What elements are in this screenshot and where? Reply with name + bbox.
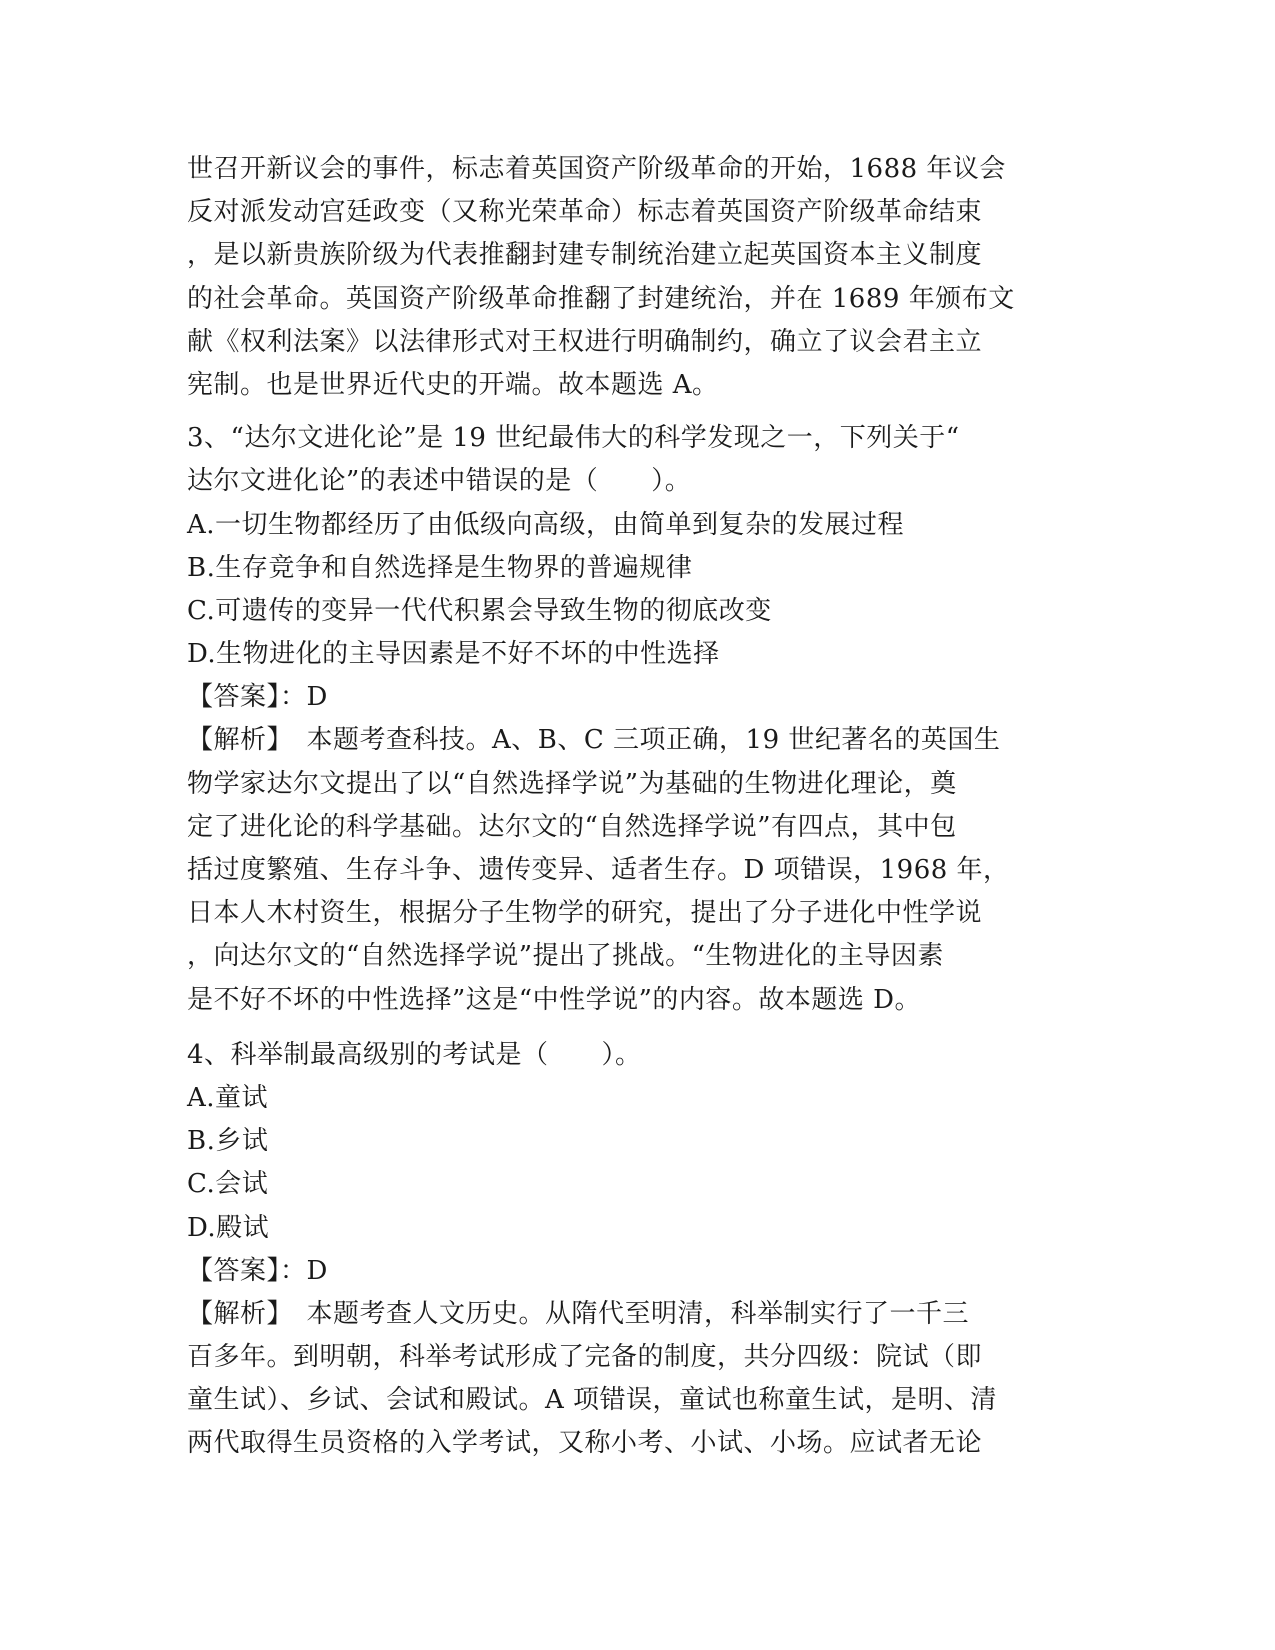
- spacer: [187, 1022, 1087, 1034]
- analysis-line: 【解析】 本题考查科技。A、B、C 三项正确，19 世纪著名的英国生: [187, 725, 1001, 756]
- question-3: [187, 417, 1087, 1022]
- option-a: A.一切生物都经历了由低级向高级，由简单到复杂的发展过程: [187, 509, 905, 540]
- document-page: [187, 148, 1087, 1466]
- question-stem-line: 4、科举制最高级别的考试是（ ）。: [187, 1039, 642, 1070]
- answer-line: 【答案】：D: [187, 1255, 328, 1286]
- analysis-line: 百多年。到明朝，科举考试形成了完备的制度，共分四级：院试（即: [187, 1342, 983, 1373]
- option-d: D.生物进化的主导因素是不好不坏的中性选择: [187, 639, 720, 670]
- text-line: 献《权利法案》以法律形式对王权进行明确制约，确立了议会君主立: [187, 326, 983, 357]
- text-line: 的社会革命。英国资产阶级革命推翻了封建统治，并在 1689 年颁布文: [187, 283, 1015, 314]
- spacer: [187, 407, 1087, 417]
- option-b: B.生存竞争和自然选择是生物界的普遍规律: [187, 552, 693, 583]
- option-a: A.童试: [187, 1082, 269, 1113]
- option-d: D.殿试: [187, 1212, 270, 1243]
- analysis-line: 括过度繁殖、生存斗争、遗传变异、适者生存。D 项错误，1968 年，: [187, 855, 1010, 885]
- text-line: 反对派发动宫廷政变（又称光荣革命）标志着英国资产阶级革命结束: [187, 197, 983, 228]
- option-c: C.会试: [187, 1169, 269, 1200]
- analysis-line: ，向达尔文的“自然选择学说”提出了挑战。“生物进化的主导因素: [187, 941, 944, 972]
- previous-analysis-continuation: [187, 148, 1087, 407]
- analysis-line: 【解析】 本题考查人文历史。从隋代至明清，科举制实行了一千三: [187, 1298, 970, 1329]
- text-line: ，是以新贵族阶级为代表推翻封建专制统治建立起英国资本主义制度: [187, 240, 983, 271]
- option-b: B.乡试: [187, 1126, 269, 1157]
- question-stem-line: 3、“达尔文进化论”是 19 世纪最伟大的科学发现之一，下列关于“: [187, 423, 960, 454]
- text-line: 世召开新议会的事件，标志着英国资产阶级革命的开始，1688 年议会: [187, 154, 1006, 184]
- text-line: 宪制。也是世界近代史的开端。故本题选 A。: [187, 369, 719, 400]
- analysis-line: 童生试）、乡试、会试和殿试。A 项错误，童试也称童生试，是明、清: [187, 1385, 998, 1416]
- analysis-line: 日本人木村资生，根据分子生物学的研究，提出了分子进化中性学说: [187, 898, 983, 929]
- analysis-line: 物学家达尔文提出了以“自然选择学说”为基础的生物进化理论，奠: [187, 768, 957, 799]
- question-stem-line: 达尔文进化论”的表述中错误的是（ ）。: [187, 466, 692, 497]
- answer-line: 【答案】：D: [187, 682, 328, 713]
- analysis-line: 是不好不坏的中性选择”这是“中性学说”的内容。故本题选 D。: [187, 984, 921, 1015]
- question-4: [187, 1034, 1087, 1466]
- analysis-line: 两代取得生员资格的入学考试，又称小考、小试、小场。应试者无论: [187, 1428, 983, 1459]
- option-c: C.可遗传的变异一代代积累会导致生物的彻底改变: [187, 595, 772, 626]
- analysis-line: 定了进化论的科学基础。达尔文的“自然选择学说”有四点，其中包: [187, 811, 957, 842]
